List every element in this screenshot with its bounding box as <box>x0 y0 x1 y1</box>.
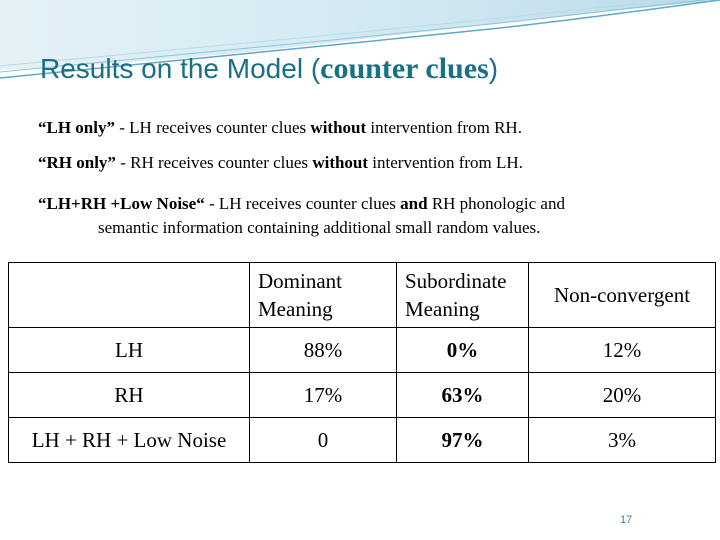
condition-lh-rh-low-noise-continued: semantic information containing additional small random values. <box>98 218 541 237</box>
table-row <box>9 418 716 463</box>
condition-rh-only: “RH only” - RH receives counter clues without intervention from LH. <box>38 153 523 172</box>
page-number: 17 <box>620 514 633 526</box>
dominant-value: 17% <box>250 373 397 418</box>
subordinate-value: 63% <box>397 373 529 418</box>
table-row <box>9 373 716 418</box>
header-dominant-meaning: Dominant Meaning <box>250 263 397 328</box>
table-header-row <box>9 263 716 328</box>
header-empty-cell <box>9 263 250 328</box>
nonconvergent-value: 3% <box>529 418 716 463</box>
header-non-convergent: Non-convergent <box>529 263 716 328</box>
results-table <box>8 262 716 463</box>
subordinate-value: 97% <box>397 418 529 463</box>
nonconvergent-value: 12% <box>529 328 716 373</box>
slide-title: Results on the Model (counter clues) <box>40 52 499 85</box>
header-subordinate-meaning: Subordinate Meaning <box>397 263 529 328</box>
dominant-value: 0 <box>250 418 397 463</box>
subordinate-value: 0% <box>397 328 529 373</box>
row-label: LH <box>9 328 250 373</box>
row-label: LH + RH + Low Noise <box>9 418 250 463</box>
table-row <box>9 328 716 373</box>
nonconvergent-value: 20% <box>529 373 716 418</box>
condition-lh-only: “LH only” - LH receives counter clues without intervention from RH. <box>38 118 522 137</box>
condition-lh-rh-low-noise: “LH+RH +Low Noise“ - LH receives counter clues and RH phonologic and <box>38 194 565 213</box>
dominant-value: 88% <box>250 328 397 373</box>
row-label: RH <box>9 373 250 418</box>
